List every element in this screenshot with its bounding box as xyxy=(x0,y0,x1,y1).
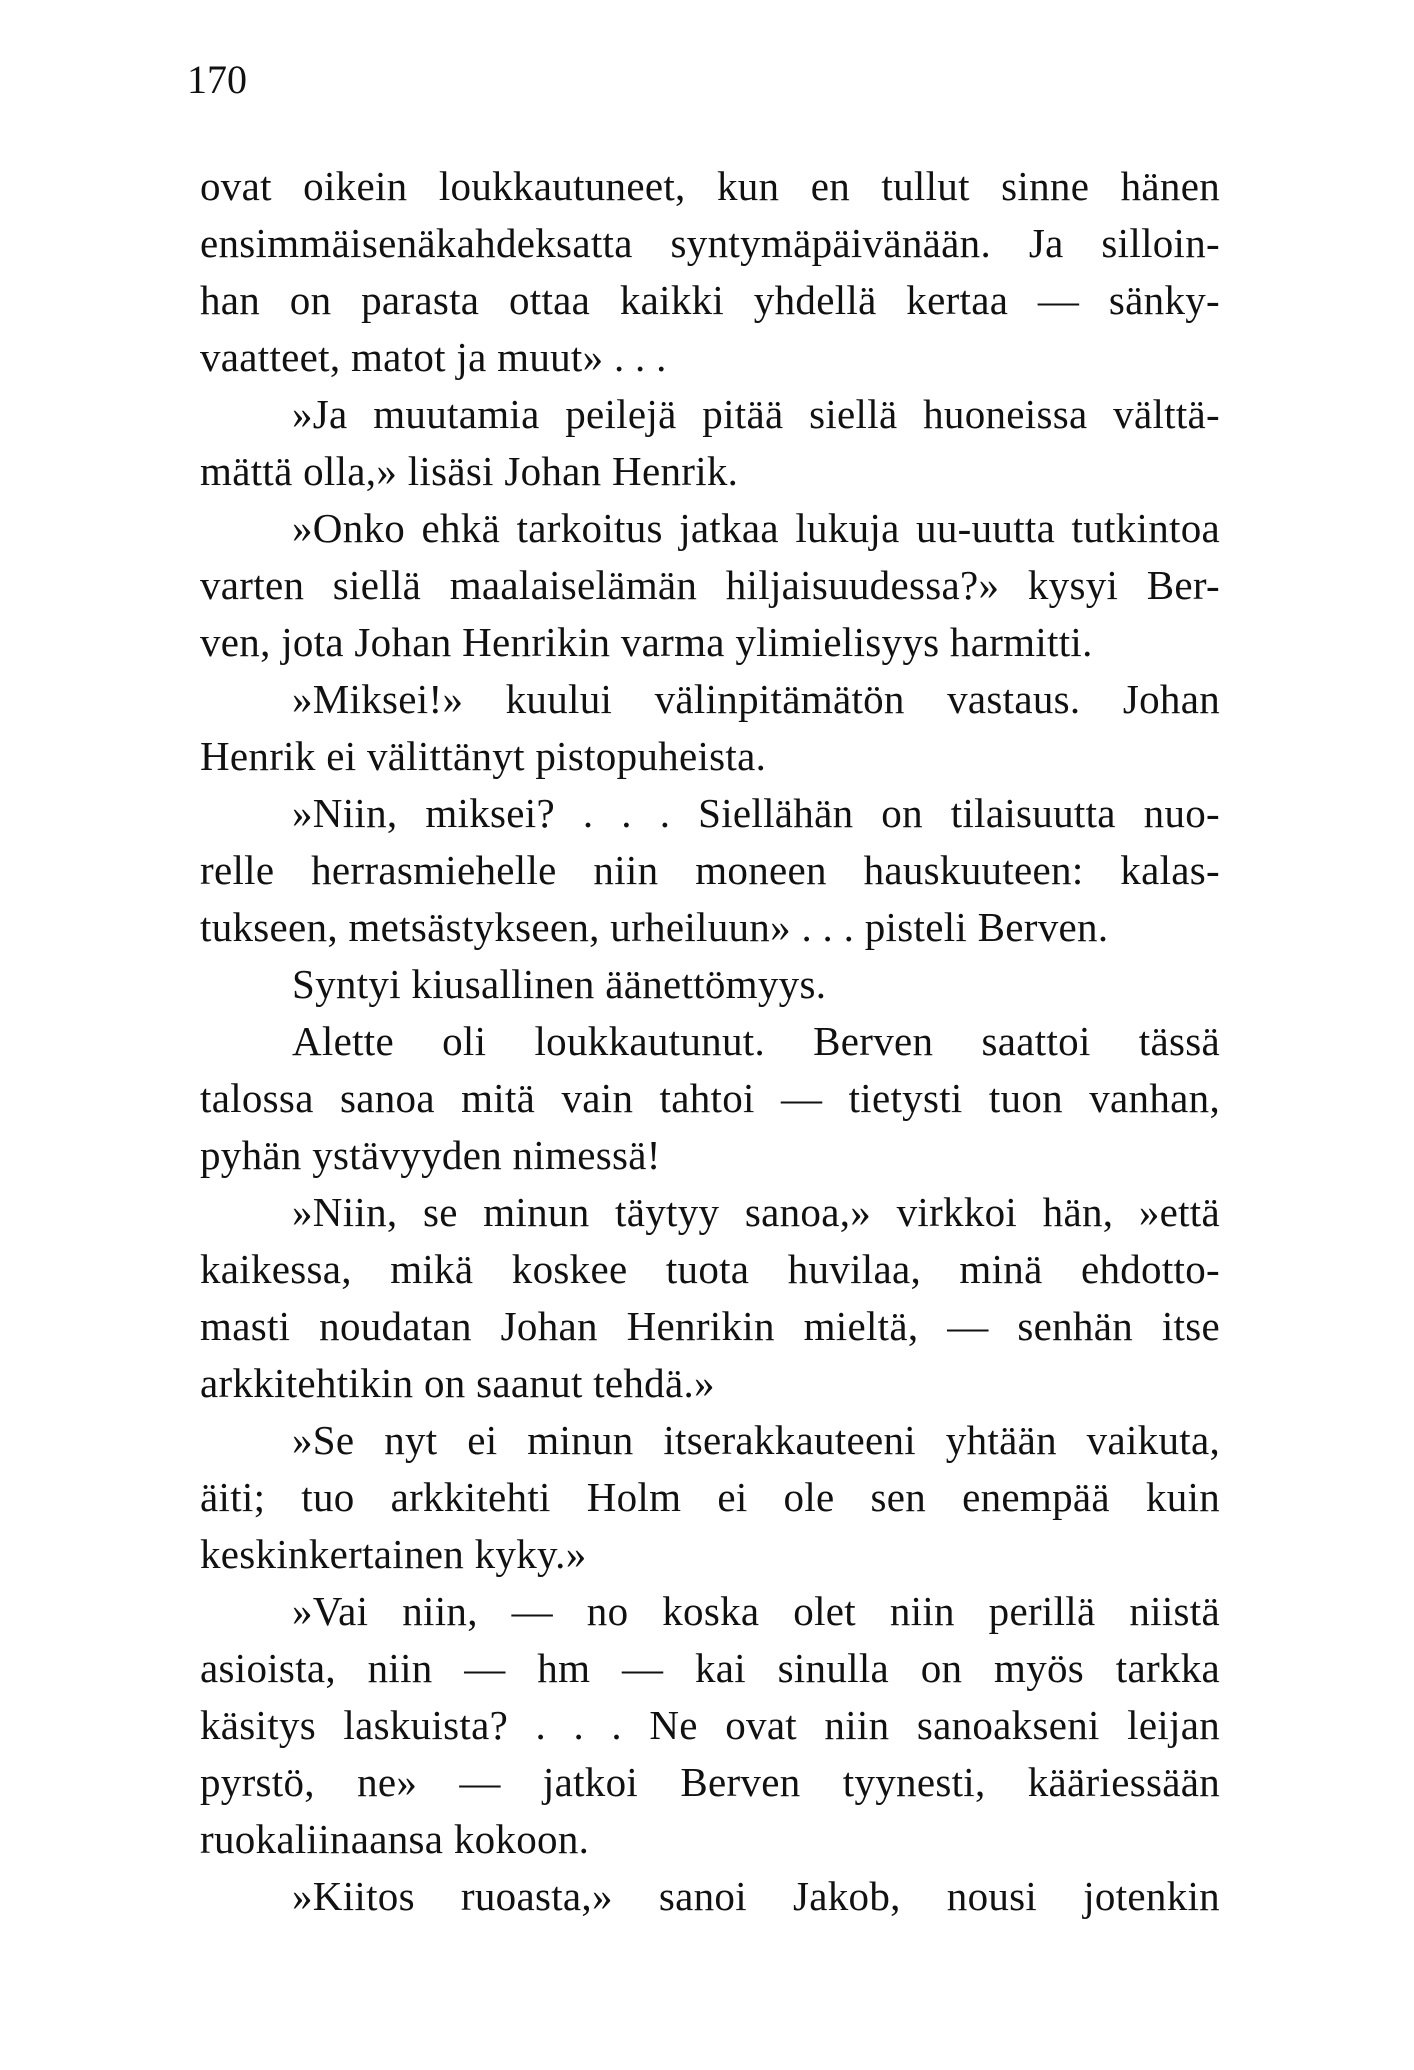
page-number: 170 xyxy=(187,57,247,102)
text-line: asioista, niin — hm — kai sinulla on myös tarkka xyxy=(200,1645,1220,1691)
text-line: »Miksei!» kuului välinpitämätön vastaus. Johan xyxy=(292,676,1220,722)
text-line: mättä olla,» lisäsi Johan Henrik. xyxy=(200,448,739,494)
text-line: kaikessa, mikä koskee tuota huvilaa, minä ehdotto- xyxy=(200,1246,1220,1292)
text-line: ovat oikein loukkautuneet, kun en tullut sinne hänen xyxy=(200,163,1220,209)
text-line: relle herrasmiehelle niin moneen hauskuuteen: kalas- xyxy=(200,847,1220,893)
text-line: »Onko ehkä tarkoitus jatkaa lukuja uu-uutta tutkintoa xyxy=(292,505,1220,551)
text-line: keskinkertainen kyky.» xyxy=(200,1531,587,1577)
text-line: vaatteet, matot ja muut» . . . xyxy=(200,334,667,380)
text-line: äiti; tuo arkkitehti Holm ei ole sen enempää kuin xyxy=(200,1474,1220,1520)
text-line: tukseen, metsästykseen, urheiluun» . . . pisteli Berven. xyxy=(200,904,1109,950)
text-line: ensimmäisenäkahdeksatta syntymäpäivänään. Ja silloin- xyxy=(200,220,1220,266)
text-line: varten siellä maalaiselämän hiljaisuudessa?» kysyi Ber- xyxy=(200,562,1220,608)
text-line: masti noudatan Johan Henrikin mieltä, — senhän itse xyxy=(200,1303,1220,1349)
text-line: pyrstö, ne» — jatkoi Berven tyynesti, kääriessään xyxy=(200,1759,1220,1805)
text-line: Alette oli loukkautunut. Berven saattoi tässä xyxy=(292,1018,1220,1064)
text-line: Syntyi kiusallinen äänettömyys. xyxy=(292,961,827,1007)
text-line: »Niin, miksei? . . . Siellähän on tilaisuutta nuo- xyxy=(292,790,1220,836)
body-text xyxy=(200,158,1220,1925)
text-line: »Vai niin, — no koska olet niin perillä niistä xyxy=(292,1588,1220,1634)
text-line: ven, jota Johan Henrikin varma ylimielisyys harmitti. xyxy=(200,619,1093,665)
text-line: talossa sanoa mitä vain tahtoi — tietysti tuon vanhan, xyxy=(200,1075,1220,1121)
text-line: »Kiitos ruoasta,» sanoi Jakob, nousi jotenkin xyxy=(292,1873,1220,1919)
text-line: ruokaliinaansa kokoon. xyxy=(200,1816,590,1862)
text-line: »Se nyt ei minun itserakkauteeni yhtään vaikuta, xyxy=(292,1417,1220,1463)
text-line: pyhän ystävyyden nimessä! xyxy=(200,1132,661,1178)
text-line: »Ja muutamia peilejä pitää siellä huoneissa välttä- xyxy=(292,391,1220,437)
text-line: han on parasta ottaa kaikki yhdellä kertaa — sänky- xyxy=(200,277,1220,323)
text-line: Henrik ei välittänyt pistopuheista. xyxy=(200,733,767,779)
text-line: käsitys laskuista? . . . Ne ovat niin sanoakseni leijan xyxy=(200,1702,1220,1748)
text-line: arkkitehtikin on saanut tehdä.» xyxy=(200,1360,715,1406)
text-line: »Niin, se minun täytyy sanoa,» virkkoi hän, »että xyxy=(292,1189,1220,1235)
